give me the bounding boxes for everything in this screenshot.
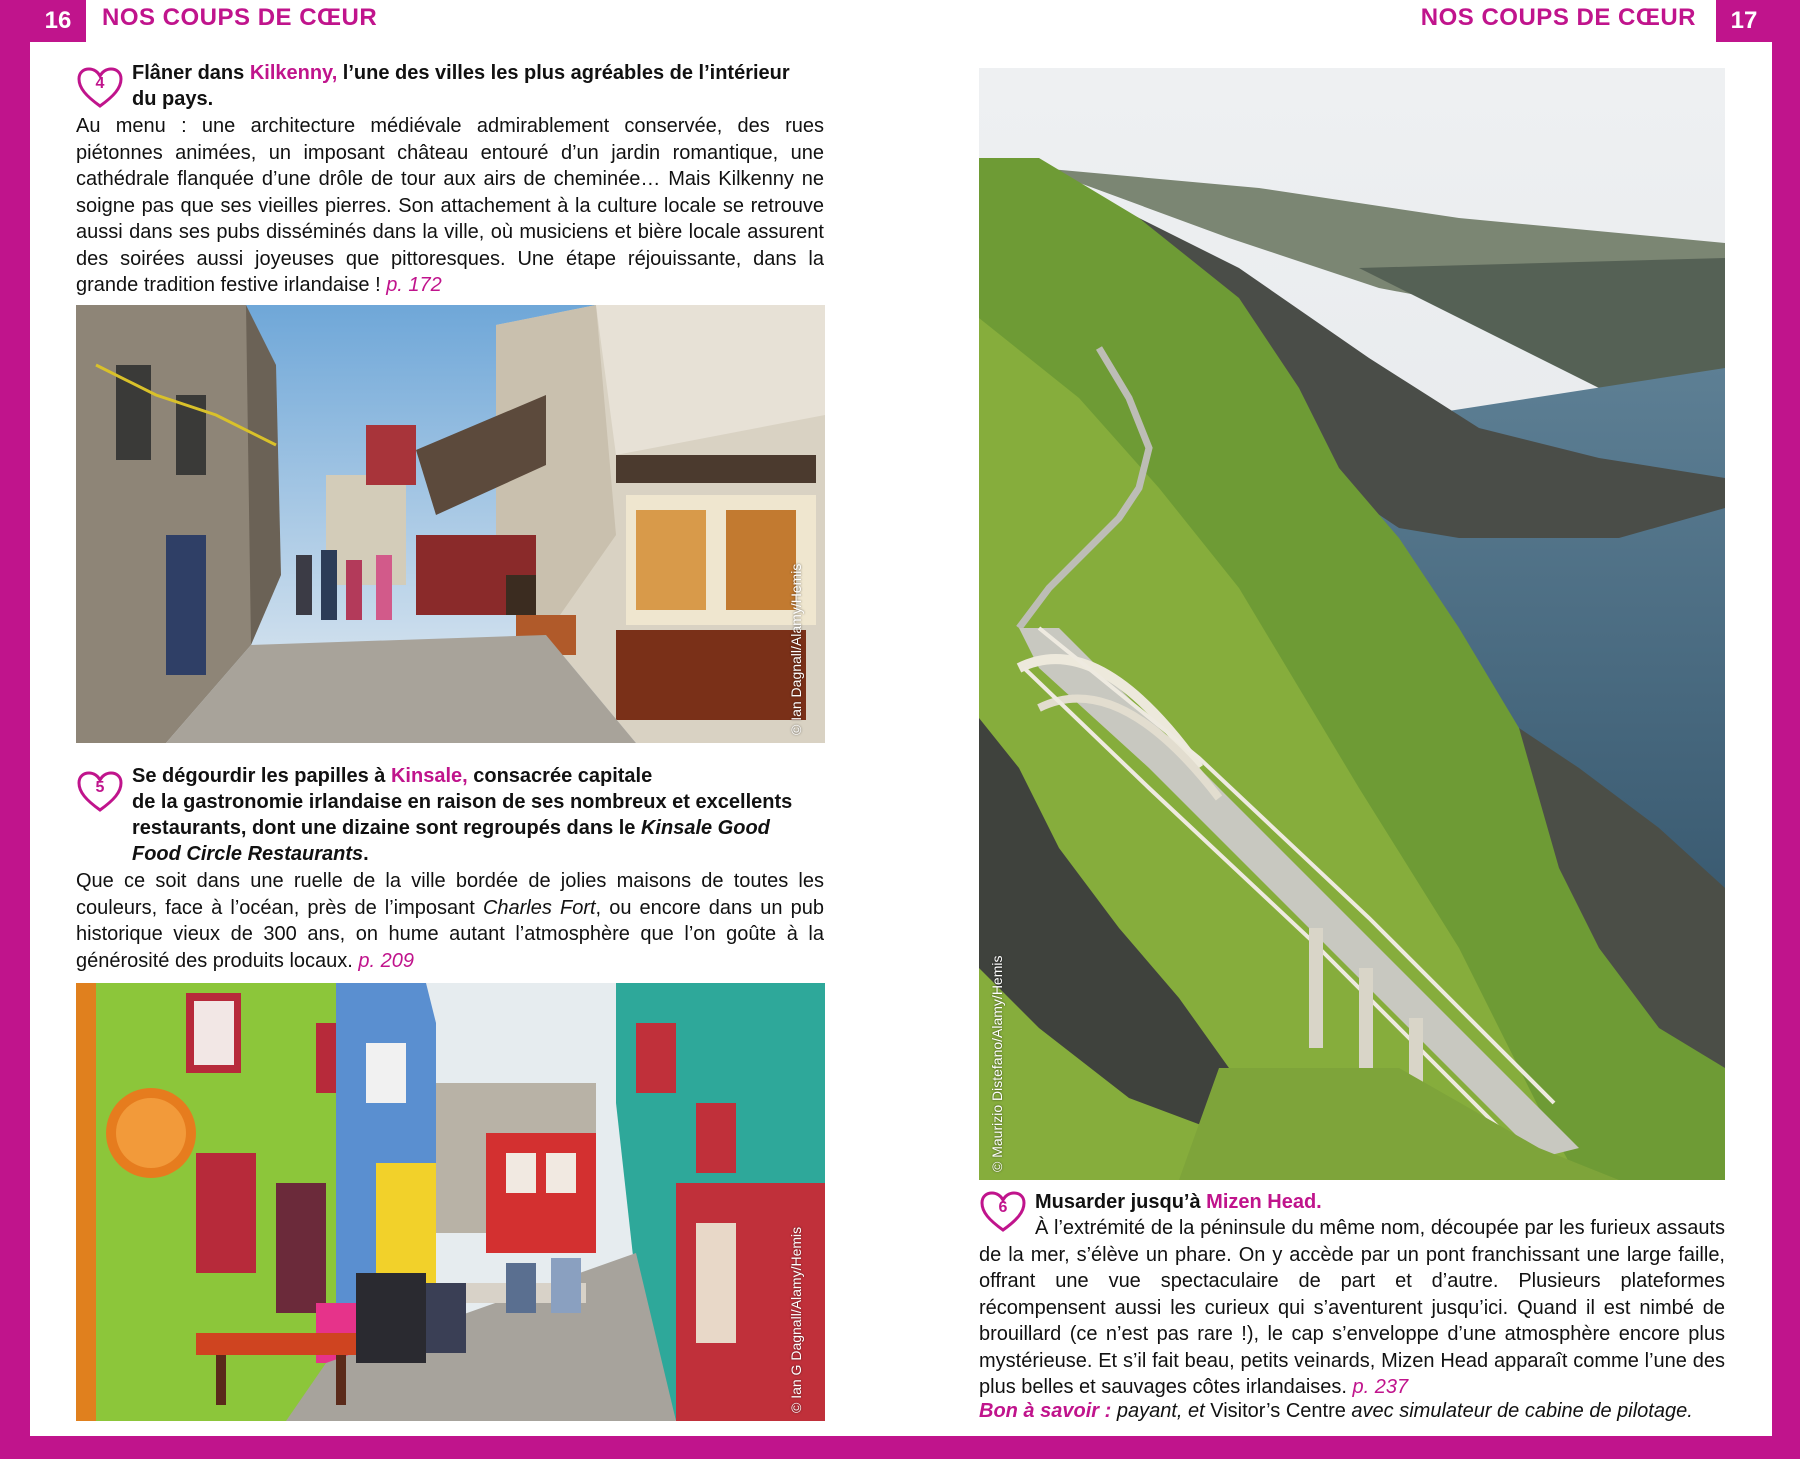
running-header-left: NOS COUPS DE CŒUR xyxy=(102,4,378,31)
title-text: restaurants, dont une dizaine sont regroupés dans le xyxy=(132,817,641,839)
title-text: consacrée capitale xyxy=(467,765,653,787)
page-reference: p. 209 xyxy=(358,949,415,972)
item-title-kinsale xyxy=(132,763,832,867)
body-text: Au menu : une architecture médiévale admirablement conservée, des rues piétonnes animées, un imposant château entouré d’un jardin romantique, une cathédrale flanquée d’une drôle de tour aux airs de cheminée… Mais Kilkenny ne soigne pas que ses vieilles pierres. Son attachement à la culture locale se retrouve aussi dans ses pubs disséminés dans la ville, où musiciens et bière locale assurent des soirées aussi joyeuses que pittoresques. Une étape réjouissante, dans la grande tradition festive irlandaise ! xyxy=(76,115,824,296)
item-body-kilkenny xyxy=(76,113,824,299)
title-text: . xyxy=(363,843,369,865)
item-body-kinsale xyxy=(76,868,824,974)
title-text: Flâner dans xyxy=(132,62,250,84)
good-to-know xyxy=(979,1398,1725,1425)
kilkenny-street-photo xyxy=(76,305,825,743)
mizen-head-photo xyxy=(979,68,1725,1180)
body-text: Que ce soit dans une ruelle de la ville bordée de jolies maisons de toutes les couleurs, face à l’océan, près de l’imposant xyxy=(76,870,824,919)
item-title-mizen-head xyxy=(1035,1189,1725,1215)
item-body-mizen-head xyxy=(979,1215,1725,1401)
title-text: Musarder jusqu’à xyxy=(1035,1191,1207,1213)
photo-credit: © Ian Dagnall/Alamy/Hemis xyxy=(788,563,804,735)
item-title-kilkenny xyxy=(132,60,832,112)
title-text: du pays. xyxy=(132,88,214,110)
body-text: Charles Fort xyxy=(482,896,596,919)
item-number: 5 xyxy=(95,779,105,796)
item-number: 4 xyxy=(95,75,105,92)
photo-credit: © Maurizio Distefano/Alamy/Hemis xyxy=(989,955,1005,1172)
title-text: Food Circle Restaurants xyxy=(132,843,364,865)
good-to-know-label: Bon à savoir : xyxy=(979,1400,1112,1422)
heart-badge-4 xyxy=(76,66,124,110)
good-to-know-text: Visitor’s Centre xyxy=(1210,1400,1346,1422)
title-text: Se dégourdir les papilles à xyxy=(132,765,391,787)
page-number-left: 16 xyxy=(30,0,86,42)
page-number-right: 17 xyxy=(1716,0,1772,42)
heart-badge-5 xyxy=(76,770,124,814)
body-text: , ou encore dans un pub historique vieux de 300 ans, on hume autant l’atmosphère que l’on goûte à la générosité des produits locaux. xyxy=(76,896,824,972)
page-reference: p. 172 xyxy=(386,274,442,296)
title-text: de la gastronomie irlandaise en raison de ses nombreux et excellents xyxy=(132,791,793,813)
city-name: Kinsale, xyxy=(390,765,468,787)
good-to-know-text: payant, et xyxy=(1111,1400,1211,1422)
page-reference: p. 237 xyxy=(1352,1376,1409,1398)
item-number: 6 xyxy=(998,1199,1008,1216)
photo-credit: © Ian G Dagnall/Alamy/Hemis xyxy=(788,1226,804,1413)
city-name: Kilkenny, xyxy=(249,62,338,84)
running-header-right: NOS COUPS DE CŒUR xyxy=(1420,4,1696,31)
good-to-know-text: avec simulateur de cabine de pilotage. xyxy=(1345,1400,1693,1422)
title-text: Kinsale Good xyxy=(640,817,770,839)
title-text: l’une des villes les plus agréables de l’intérieur xyxy=(337,62,790,84)
body-text: À l’extrémité de la péninsule du même nom, découpée par les furieux assauts de la mer, s’élève un phare. On y accède par un pont franchissant une large faille, offrant une vue spectaculaire de part et d’autre. Plusieurs plateformes récompensent aussi les curieux qui s’aventurent jusqu’ici. Quand il est nimbé de brouillard (ce n’est pas rare !), le cap s’enveloppe d’une atmosphère encore plus mystérieuse. Et s’il fait beau, petits veinards, Mizen Head apparaît comme l’une des plus belles et sauvages côtes irlandaises. xyxy=(979,1217,1725,1398)
city-name: Mizen Head. xyxy=(1206,1191,1322,1213)
kinsale-street-photo xyxy=(76,983,825,1421)
